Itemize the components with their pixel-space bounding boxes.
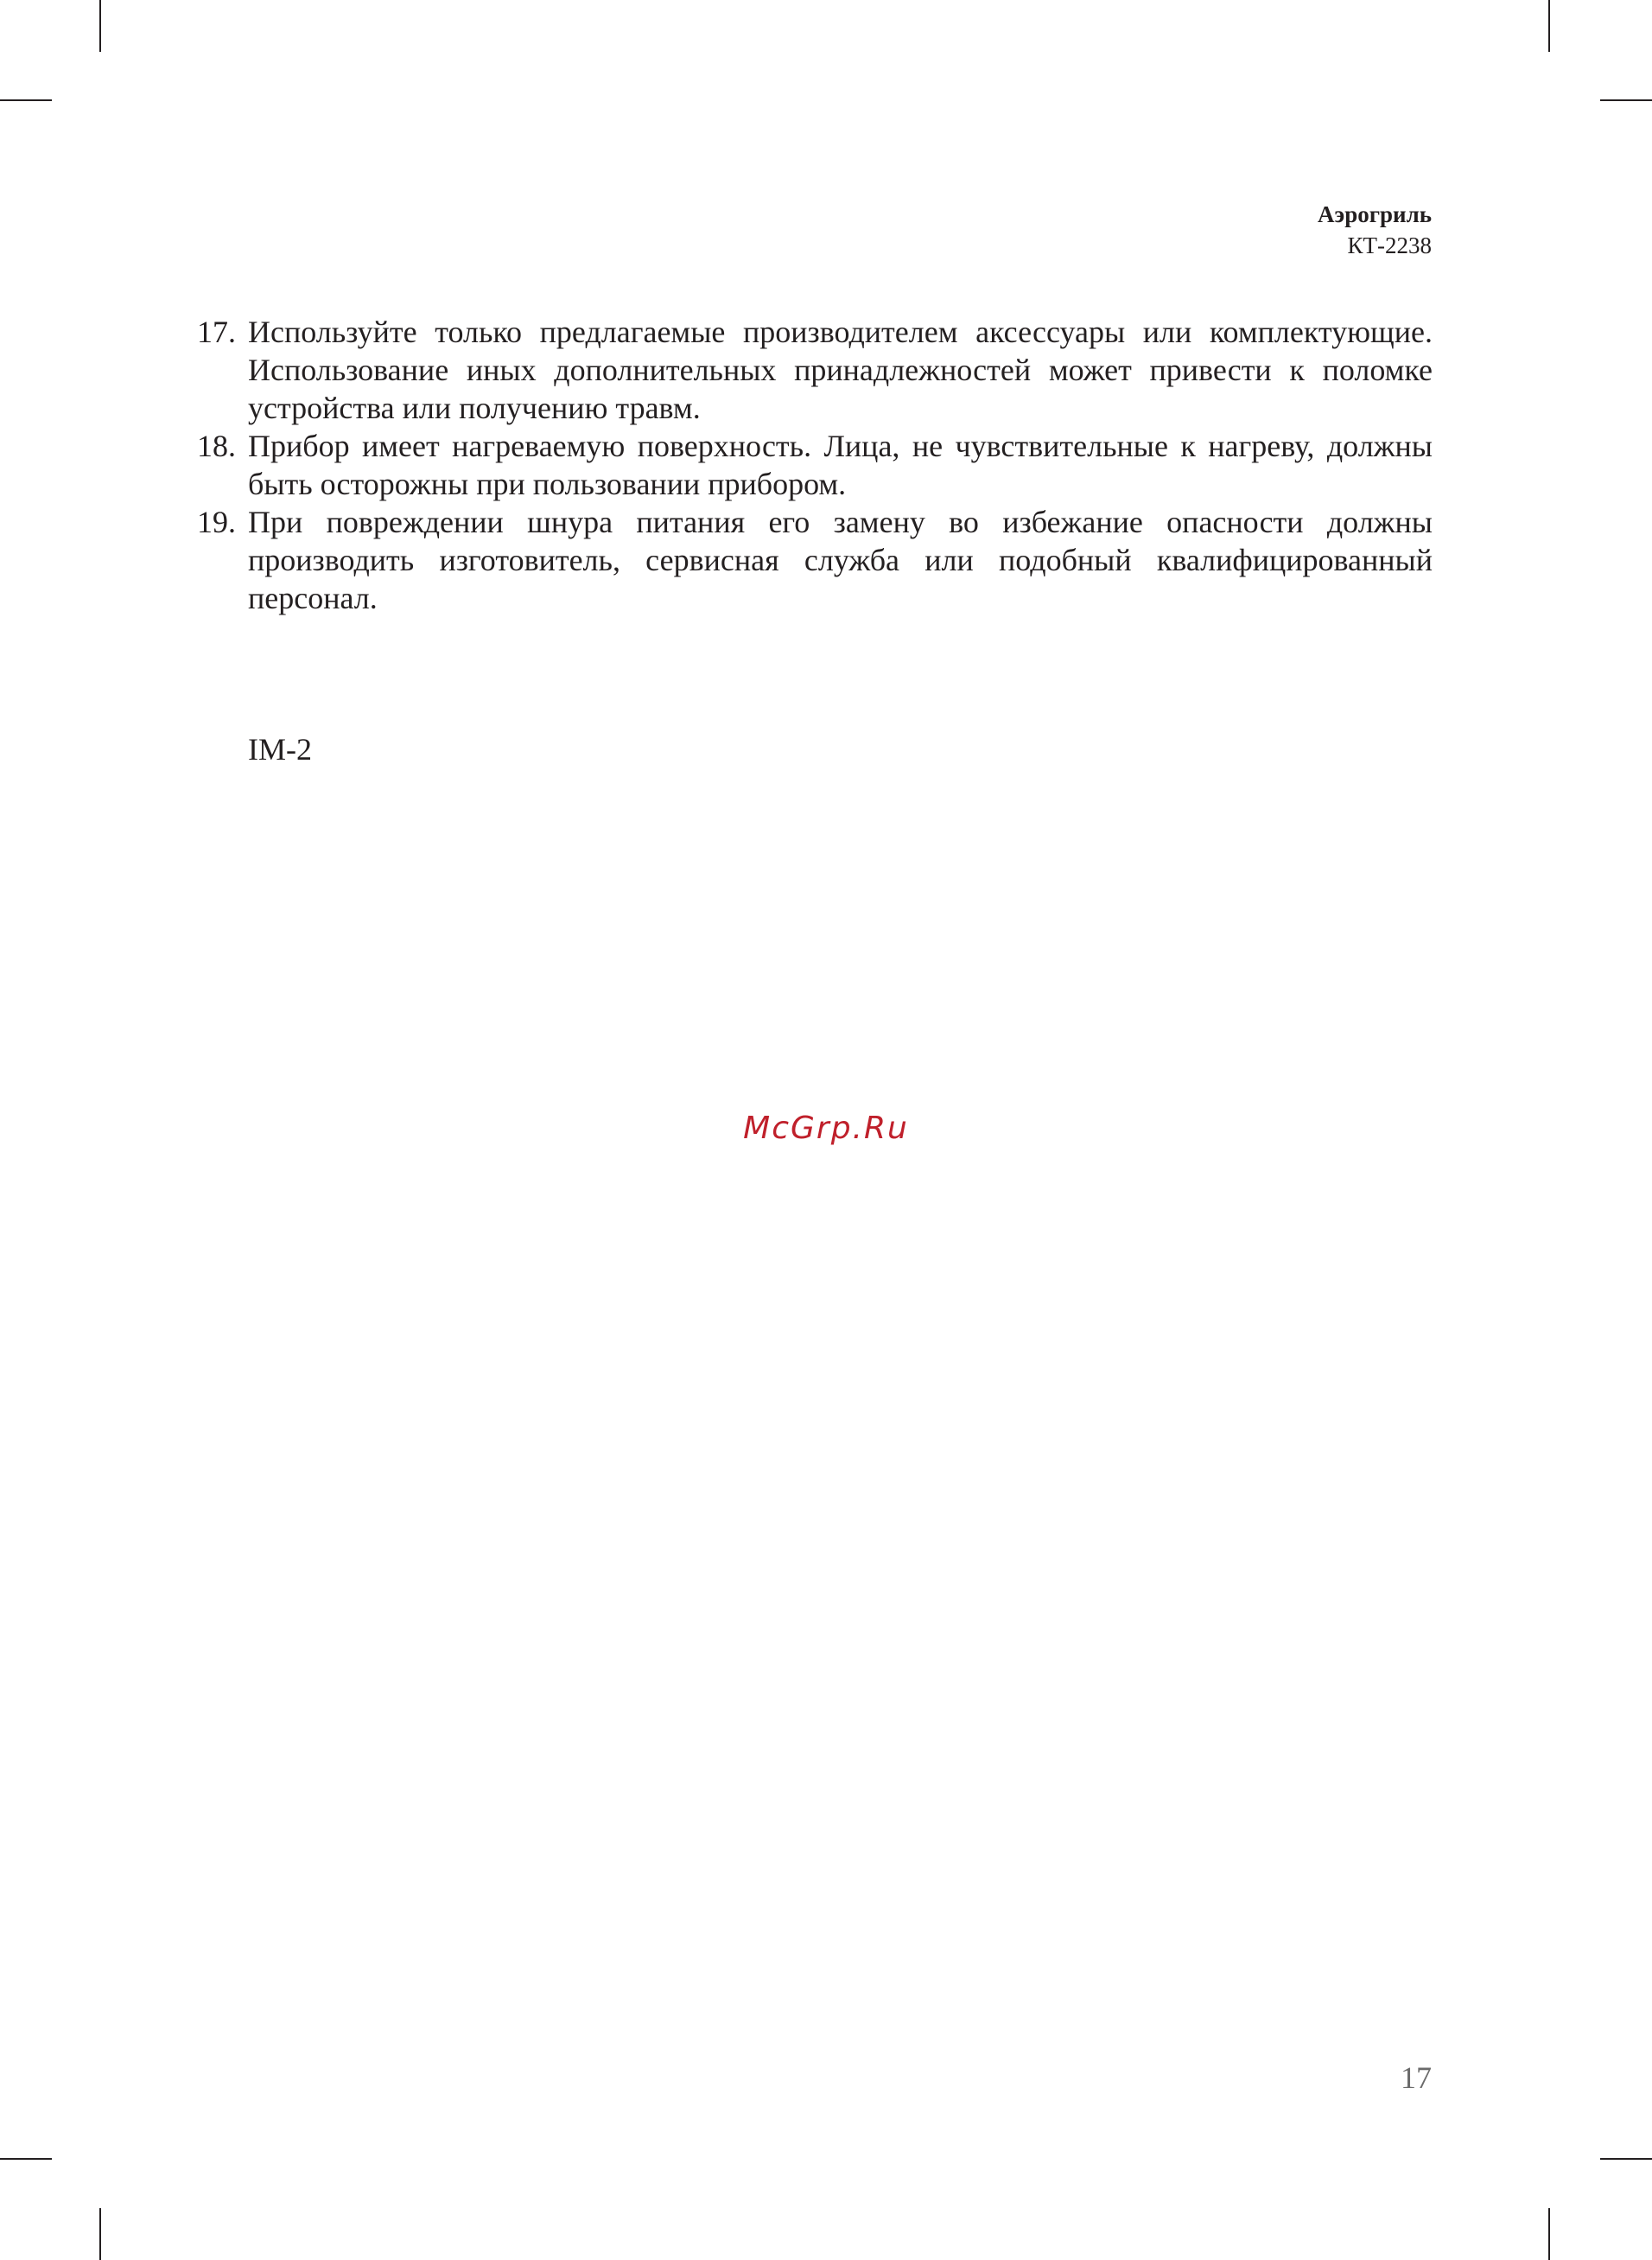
header-model: КТ-2238 [1347, 232, 1432, 258]
safety-instructions-list [197, 313, 1433, 617]
header-title: Аэрогриль [1318, 201, 1432, 227]
crop-mark-bottom-left-horizontal [0, 2158, 52, 2160]
crop-mark-bottom-right-vertical [1548, 2208, 1550, 2260]
list-item [197, 503, 1433, 617]
crop-mark-top-right-horizontal [1600, 99, 1652, 101]
watermark-text: McGrp.Ru [743, 1111, 909, 1146]
im-code: IM-2 [248, 732, 312, 767]
crop-mark-top-right-vertical [1548, 0, 1550, 52]
page-number: 17 [1401, 2060, 1432, 2095]
list-item-text: При повреждении шнура питания его замену во избежание опасности должны производить изготовитель, сервисная служба или подобный квалифицированный персонал. [248, 505, 1433, 615]
running-header [1318, 199, 1432, 261]
list-item-text: Используйте только предлагаемые производителем аксессуары или комплектующие. Использование иных дополнительных принадлежностей может привести к поломке устройства или получению травм. [248, 315, 1433, 425]
list-item-number: 19. [197, 505, 236, 539]
list-item-number: 18. [197, 429, 236, 463]
crop-mark-bottom-right-horizontal [1600, 2158, 1652, 2160]
list-item [197, 313, 1433, 427]
list-item [197, 427, 1433, 503]
crop-mark-top-left-horizontal [0, 99, 52, 101]
list-item-number: 17. [197, 315, 236, 349]
crop-mark-bottom-left-vertical [99, 2208, 101, 2260]
list-item-text: Прибор имеет нагреваемую поверхность. Лица, не чувствительные к нагреву, должны быть осторожны при пользовании прибором. [248, 429, 1433, 501]
crop-mark-top-left-vertical [99, 0, 101, 52]
